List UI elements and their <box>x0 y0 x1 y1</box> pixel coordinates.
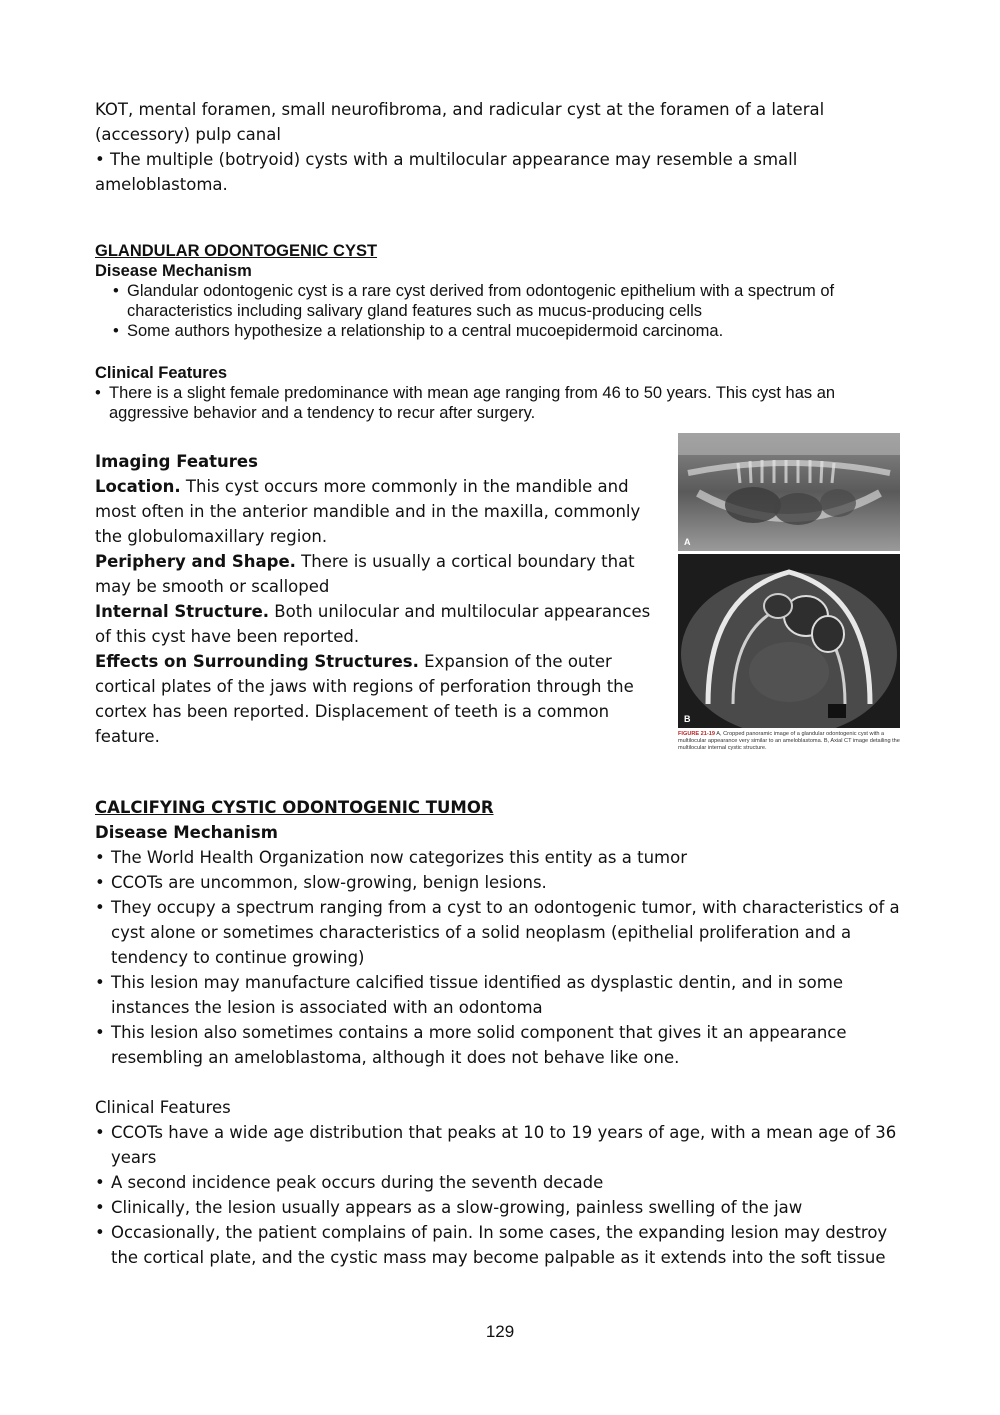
intro-block <box>95 97 875 197</box>
figure-21-19 <box>678 433 900 752</box>
goc-internal: Internal Structure. Both unilocular and multilocular appearances of this cyst have been reported. <box>95 602 651 646</box>
goc-img-heading: Imaging Features <box>95 452 258 471</box>
goc-cf-heading: Clinical Features <box>95 364 228 382</box>
page-number: 129 <box>485 1322 515 1341</box>
ccot-cf-item: • A second incidence peak occurs during the seventh decade <box>95 1170 910 1195</box>
bullet-icon: • <box>95 873 105 892</box>
ccot-dm-item: • This lesion also sometimes contains a more solid component that gives it an appearance resembling an ameloblastoma, although it does not behave like one. <box>95 1020 910 1070</box>
ccot-cf-item: • Clinically, the lesion usually appears as a slow-growing, painless swelling of the jaw <box>95 1195 910 1220</box>
ccot-cf-item: • CCOTs have a wide age distribution that peaks at 10 to 19 years of age, with a mean age of 36 years <box>95 1120 910 1170</box>
bullet-icon: • <box>95 1123 105 1142</box>
panel-b-label: B <box>684 714 691 724</box>
ccot-title: CALCIFYING CYSTIC ODONTOGENIC TUMOR <box>95 798 494 817</box>
goc-periphery: Periphery and Shape. There is usually a cortical boundary that may be smooth or scalloped <box>95 552 635 596</box>
ccot-dm-heading: Disease Mechanism <box>95 823 278 842</box>
bullet-icon: • <box>95 848 105 867</box>
bullet-icon: • <box>95 898 105 917</box>
bullet-icon: • <box>113 322 119 340</box>
ccot-cf-item: • Occasionally, the patient complains of pain. In some cases, the expanding lesion may destroy the cortical plate, and the cystic mass may become palpable as it extends into the soft tissue <box>95 1220 910 1270</box>
goc-dm-heading: Disease Mechanism <box>95 262 252 280</box>
ccot-dm-item: • CCOTs are uncommon, slow-growing, benign lesions. <box>95 870 910 895</box>
axial-ct-image <box>678 554 900 728</box>
bullet-icon: • <box>113 282 119 300</box>
panoramic-radiograph <box>678 433 900 551</box>
goc-title: GLANDULAR ODONTOGENIC CYST <box>95 242 378 260</box>
ct-image <box>678 554 900 728</box>
bullet-icon: • <box>95 1023 105 1042</box>
goc-imaging <box>95 449 660 749</box>
bullet-icon: • <box>95 1198 105 1217</box>
goc-section <box>95 241 910 423</box>
figure-caption: FIGURE 21-19 A, Cropped panoramic image of a glandular odontogenic cyst with a multilocular appearance very similar to an ameloblastoma. B, Axial CT image detailing the multilocular internal cystic structure. <box>678 731 900 751</box>
goc-dm-item: • Some authors hypothesize a relationship to a central mucoepidermoid carcinoma. <box>113 322 724 340</box>
ccot-dm-item: • The World Health Organization now categorizes this entity as a tumor <box>95 845 910 870</box>
bullet-icon: • <box>95 1223 105 1242</box>
bullet-icon: • <box>95 1173 105 1192</box>
ccot-dm-item: • This lesion may manufacture calcified tissue identified as dysplastic dentin, and in some instances the lesion is associated with an odontoma <box>95 970 910 1020</box>
intro-paragraph: KOT, mental foramen, small neurofibroma, and radicular cyst at the foramen of a lateral (accessory) pulp canal <box>95 100 825 144</box>
panoramic-image <box>678 433 900 551</box>
intro-bullet: • The multiple (botryoid) cysts with a multilocular appearance may resemble a small ameloblastoma. <box>95 150 798 194</box>
goc-cf-item: • There is a slight female predominance with mean age ranging from 46 to 50 years. This cyst has an aggressive behavior and a tendency to recur after surgery. <box>95 384 836 422</box>
panel-a-label: A <box>684 537 691 547</box>
bullet-icon: • <box>95 973 105 992</box>
goc-location: Location. This cyst occurs more commonly in the mandible and most often in the anterior mandible and in the maxilla, commonly the globulomaxillary region. <box>95 477 641 546</box>
bullet-icon: • <box>95 384 101 402</box>
goc-effects: Effects on Surrounding Structures. Expansion of the outer cortical plates of the jaws with regions of perforation through the cortex has been reported. Displacement of teeth is a common feature. <box>95 652 634 746</box>
ccot-cf-heading: Clinical Features <box>95 1098 231 1117</box>
ccot-section <box>95 795 910 1270</box>
ccot-dm-item: • They occupy a spectrum ranging from a cyst to an odontogenic tumor, with characteristics of a cyst alone or sometimes characteristics of a solid neoplasm (epithelial proliferation and a tendency to continue growing) <box>95 895 910 970</box>
goc-dm-item: • Glandular odontogenic cyst is a rare cyst derived from odontogenic epithelium with a spectrum of characteristics including salivary gland features such as mucus-producing cells <box>113 282 835 320</box>
